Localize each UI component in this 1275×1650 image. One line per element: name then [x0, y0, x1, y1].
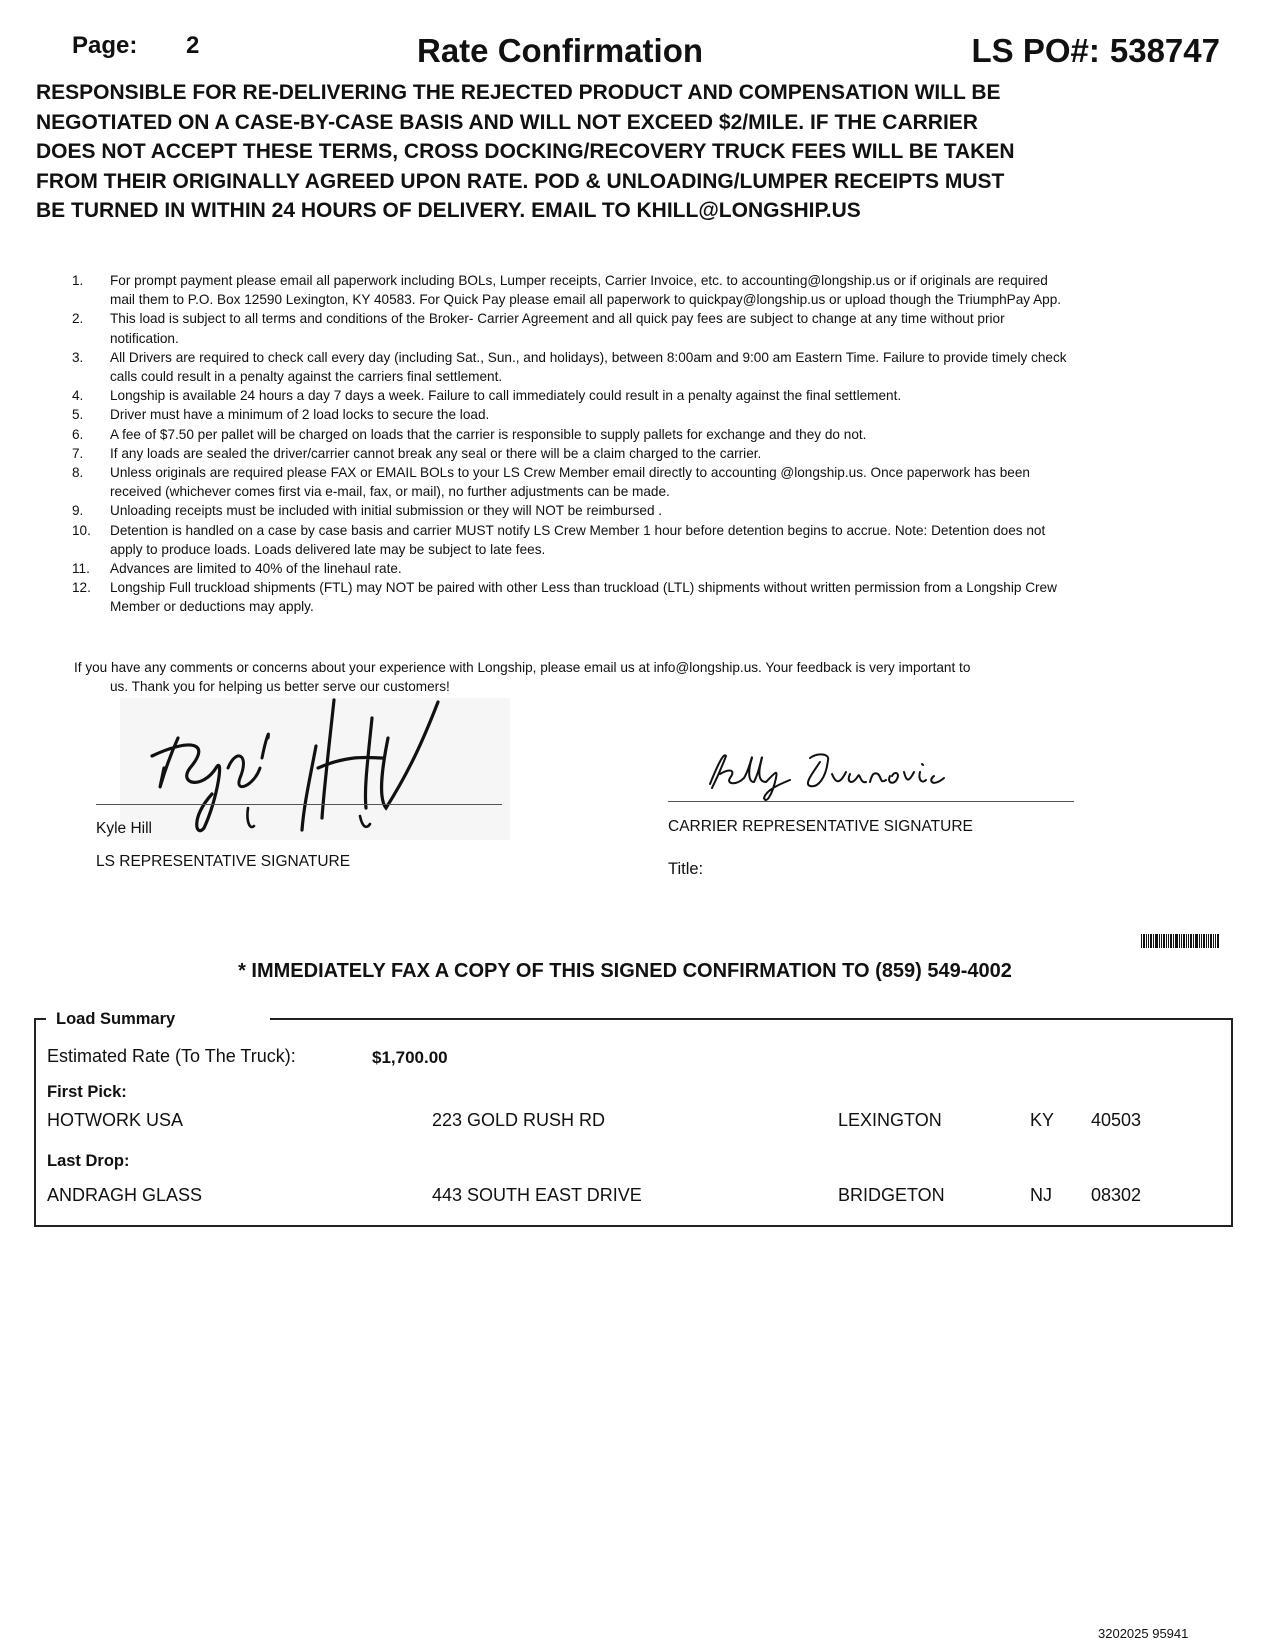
term-text: Longship is available 24 hours a day 7 days a week. Failure to call immediately could result in a penalty against the final settlement.: [110, 388, 902, 404]
page-label: Page:: [72, 32, 138, 59]
term-text: Unloading receipts must be included with initial submission or they will NOT be reimbursed .: [110, 503, 663, 519]
page-number: 2: [186, 32, 200, 59]
po-number: 538747: [1109, 32, 1220, 69]
term-text: If any loads are sealed the driver/carrier cannot break any seal or there will be a claim charged to the carrier.: [110, 445, 762, 461]
term-item: [72, 501, 1072, 520]
term-number: 11.: [72, 561, 90, 577]
term-number: 9.: [72, 503, 84, 519]
term-text: Detention is handled on a case by case basis and carrier MUST notify LS Crew Member 1 hour before detention begins to accrue. Note: Detention does not apply to produce loads. Loads delivered late may be subject to late fees.: [110, 522, 1046, 557]
ls-signature-image: [120, 698, 510, 840]
term-number: 8.: [72, 465, 84, 481]
term-text: A fee of $7.50 per pallet will be charged on loads that the carrier is responsible to supply pallets for exchange and they do not.: [110, 426, 867, 442]
carrier-signature-line: [668, 801, 1074, 802]
term-number: 6.: [72, 426, 84, 442]
term-number: 5.: [72, 407, 84, 423]
last-drop-state: NJ: [1030, 1185, 1052, 1205]
carrier-signature-label: CARRIER REPRESENTATIVE SIGNATURE: [668, 818, 973, 835]
term-item: [72, 348, 1072, 386]
term-item: [72, 463, 1072, 501]
term-text: Longship Full truckload shipments (FTL) may NOT be paired with other Less than truckload (LTL) shipments without written permission from a Longship Crew Member or deductions may apply.: [110, 580, 1057, 615]
term-item: [72, 271, 1072, 309]
document-title: Rate Confirmation: [417, 32, 704, 69]
feedback-line-1: If you have any comments or concerns about your experience with Longship, please email us at info@longship.us. Your feedback is very important to: [74, 660, 971, 675]
ls-signature-icon: [120, 698, 510, 840]
ls-signer-name: Kyle Hill: [96, 820, 152, 837]
last-drop-city: BRIDGETON: [838, 1185, 945, 1205]
load-summary-title: Load Summary: [56, 1010, 176, 1028]
carrier-signature-image: [700, 744, 960, 804]
term-item: [72, 309, 1072, 347]
term-text: All Drivers are required to check call every day (including Sat., Sun., and holidays), between 8:00am and 9:00 am Eastern Time. Failure to provide timely check calls could result in a penalty against the carriers final settlement.: [110, 349, 1067, 385]
fax-notice: * IMMEDIATELY FAX A COPY OF THIS SIGNED CONFIRMATION TO (859) 549-4002: [238, 960, 1012, 982]
estimated-rate-label: Estimated Rate (To The Truck):: [47, 1046, 296, 1066]
term-number: 12.: [72, 580, 91, 596]
feedback-line-2: us. Thank you for helping us better serve our customers!: [110, 679, 450, 695]
term-item: [72, 578, 1072, 616]
box-border-top-left: [34, 1018, 46, 1020]
last-drop-address: 443 SOUTH EAST DRIVE: [432, 1185, 642, 1205]
last-drop-zip: 08302: [1091, 1185, 1142, 1205]
first-pick-city: LEXINGTON: [838, 1110, 942, 1130]
term-item: [72, 521, 1072, 559]
po-label: LS PO#:: [971, 32, 1100, 69]
last-drop-name: ANDRAGH GLASS: [47, 1185, 203, 1205]
first-pick-state: KY: [1030, 1110, 1055, 1130]
po-number-block: [972, 32, 1220, 70]
term-item: [72, 405, 1072, 424]
term-number: 2.: [72, 311, 84, 327]
term-item: [72, 386, 1072, 405]
ls-signature-line: [96, 804, 502, 805]
last-drop-label: Last Drop:: [47, 1152, 130, 1170]
term-text: Advances are limited to 40% of the linehaul rate.: [110, 561, 402, 577]
term-number: 3.: [72, 349, 84, 365]
estimated-rate-value: $1,700.00: [372, 1048, 448, 1067]
first-pick-zip: 40503: [1091, 1110, 1142, 1130]
term-text: Unless originals are required please FAX or EMAIL BOLs to your LS Crew Member email directly to accounting @longship.us. Once paperwork has been received (whichever comes first via e-mail, fax, or mail), no further adjustments can be made.: [110, 465, 1030, 500]
term-number: 4.: [72, 388, 84, 404]
term-text: This load is subject to all terms and conditions of the Broker- Carrier Agreement and all quick pay fees are subject to change at any time without prior notification.: [110, 311, 1005, 346]
box-border-top-right: [270, 1018, 1231, 1020]
first-pick-label: First Pick:: [47, 1083, 127, 1101]
term-item: [72, 425, 1072, 444]
feedback-paragraph: [74, 658, 1074, 696]
rejected-product-notice: RESPONSIBLE FOR RE-DELIVERING THE REJECTED PRODUCT AND COMPENSATION WILL BE NEGOTIATED ON A CASE-BY-CASE BASIS AND WILL NOT EXCEED $2/MILE. IF THE CARRIER DOES NOT ACCEPT THESE TERMS, CROSS DOCKING/RECOVERY TRUCK FEES WILL BE TAKEN FROM THEIR ORIGINALLY AGREED UPON RATE. POD & UNLOADING/LUMPER RECEIPTS MUST BE TURNED IN WITHIN 24 HOURS OF DELIVERY. EMAIL TO KHILL@LONGSHIP.US: [36, 81, 1015, 222]
term-text: For prompt payment please email all paperwork including BOLs, Lumper receipts, Carrier Invoice, etc. to accounting@longship.us or if originals are required mail them to P.O. Box 12590 Lexington, KY 40583. For Quick Pay please email all paperwork to quickpay@longship.us or upload though the TriumphPay App.: [110, 273, 1062, 308]
term-number: 10.: [72, 522, 91, 538]
term-number: 7.: [72, 445, 84, 461]
term-number: 1.: [72, 273, 84, 288]
first-pick-name: HOTWORK USA: [47, 1110, 184, 1130]
term-item: [72, 444, 1072, 463]
carrier-signature-icon: [700, 744, 960, 804]
ls-signature-label: LS REPRESENTATIVE SIGNATURE: [96, 853, 351, 870]
footer-code: 3202025 95941: [1098, 1626, 1189, 1641]
term-item: [72, 559, 1072, 578]
term-text: Driver must have a minimum of 2 load locks to secure the load.: [110, 407, 490, 423]
terms-list: [72, 271, 1072, 617]
first-pick-address: 223 GOLD RUSH RD: [432, 1110, 606, 1130]
carrier-title-label: Title:: [668, 860, 704, 878]
barcode-icon: [1141, 934, 1219, 948]
